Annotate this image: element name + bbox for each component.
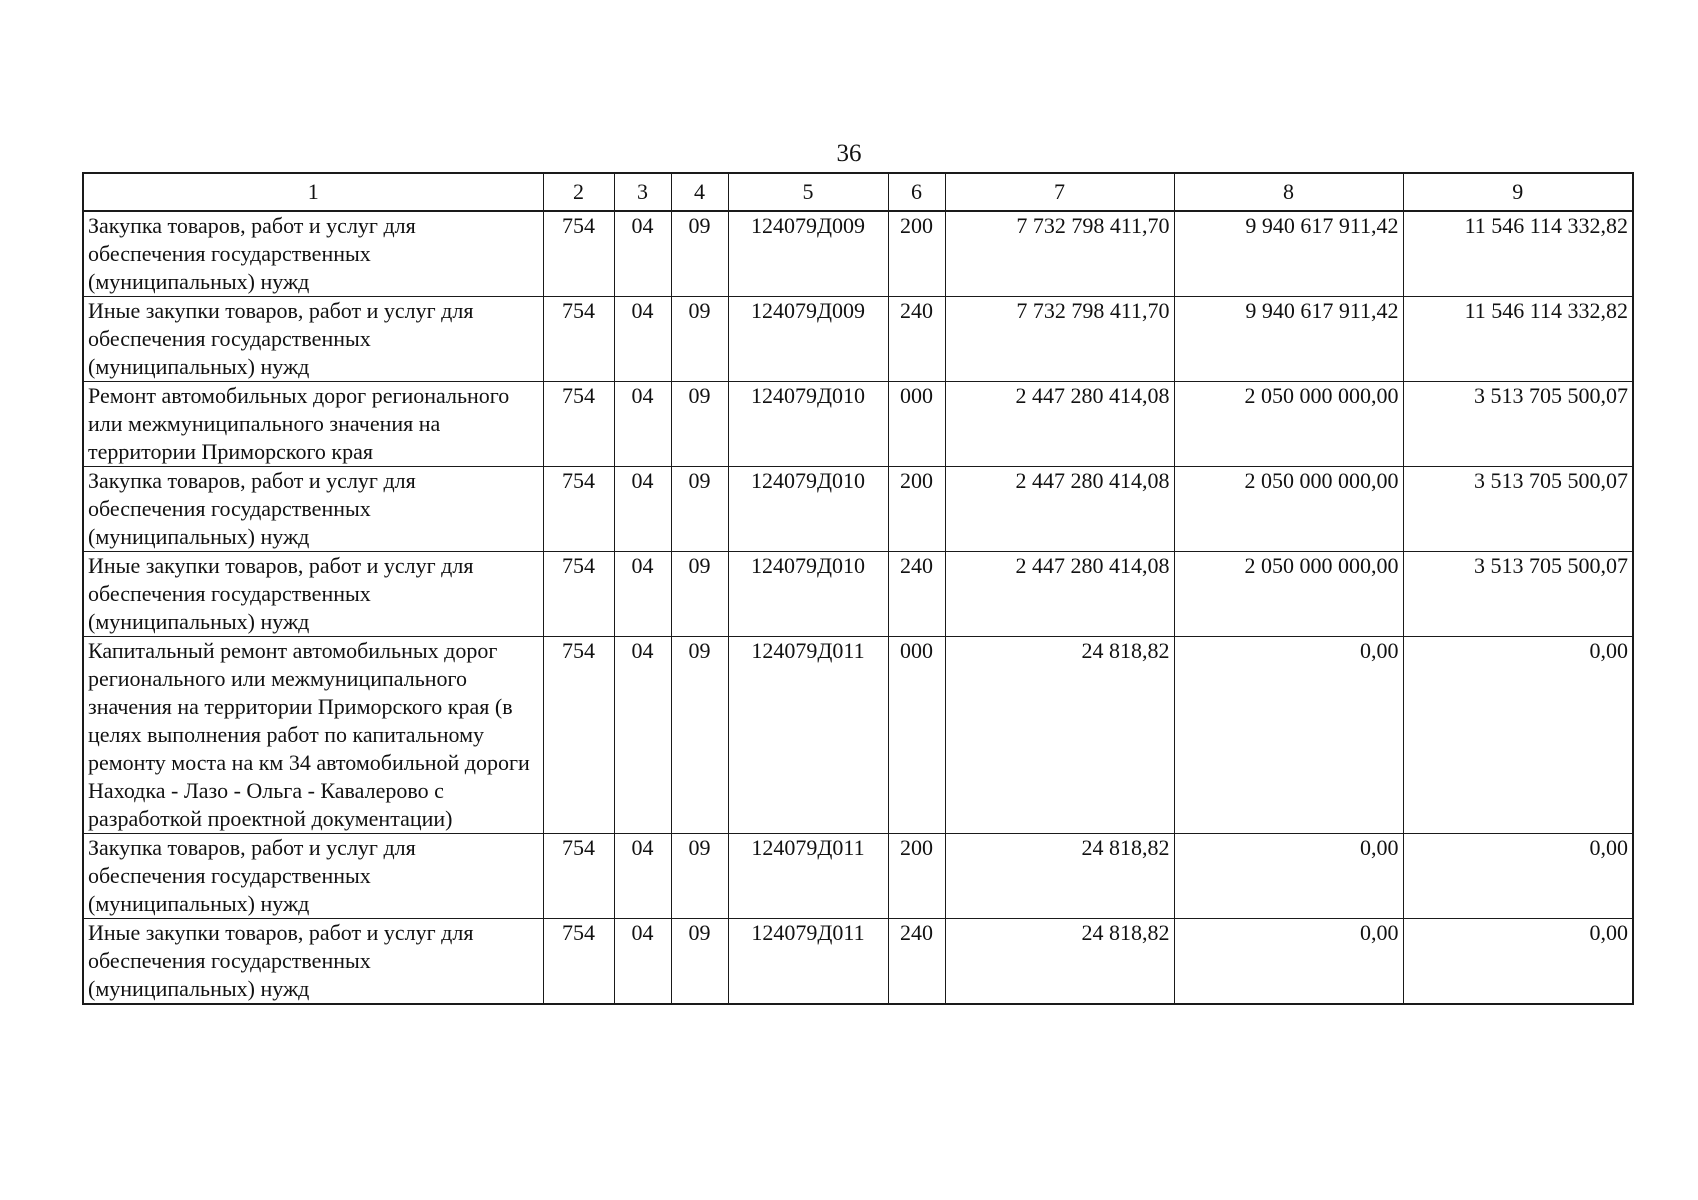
row-expense-type-code: 240 (888, 552, 945, 637)
row-amount-col8: 9 940 617 911,42 (1174, 297, 1403, 382)
row-amount-col7: 24 818,82 (945, 834, 1174, 919)
row-name: Иные закупки товаров, работ и услуг для обеспечения государственных (муниципальных) нужд (83, 552, 543, 637)
row-amount-col8: 2 050 000 000,00 (1174, 467, 1403, 552)
row-target-code: 124079Д009 (728, 297, 888, 382)
row-section-code: 04 (614, 467, 671, 552)
row-amount-col9: 3 513 705 500,07 (1403, 467, 1633, 552)
row-amount-col8: 0,00 (1174, 637, 1403, 834)
row-amount-col7: 24 818,82 (945, 637, 1174, 834)
row-amount-col9: 3 513 705 500,07 (1403, 382, 1633, 467)
row-ministry-code: 754 (543, 297, 614, 382)
row-amount-col8: 9 940 617 911,42 (1174, 211, 1403, 297)
row-ministry-code: 754 (543, 211, 614, 297)
row-amount-col9: 11 546 114 332,82 (1403, 297, 1633, 382)
row-expense-type-code: 000 (888, 637, 945, 834)
row-section-code: 04 (614, 552, 671, 637)
row-target-code: 124079Д009 (728, 211, 888, 297)
column-header-8: 8 (1174, 173, 1403, 211)
row-name: Закупка товаров, работ и услуг для обеспечения государственных (муниципальных) нужд (83, 834, 543, 919)
row-target-code: 124079Д011 (728, 637, 888, 834)
row-amount-col9: 11 546 114 332,82 (1403, 211, 1633, 297)
row-target-code: 124079Д010 (728, 467, 888, 552)
table-row (83, 467, 1633, 552)
row-name: Иные закупки товаров, работ и услуг для обеспечения государственных (муниципальных) нужд (83, 919, 543, 1005)
row-amount-col9: 0,00 (1403, 919, 1633, 1005)
row-expense-type-code: 200 (888, 211, 945, 297)
row-name: Иные закупки товаров, работ и услуг для обеспечения государственных (муниципальных) нужд (83, 297, 543, 382)
row-subsection-code: 09 (671, 297, 728, 382)
row-section-code: 04 (614, 834, 671, 919)
row-section-code: 04 (614, 297, 671, 382)
row-amount-col7: 2 447 280 414,08 (945, 467, 1174, 552)
row-ministry-code: 754 (543, 919, 614, 1005)
table-row (83, 297, 1633, 382)
row-name: Закупка товаров, работ и услуг для обеспечения государственных (муниципальных) нужд (83, 467, 543, 552)
table-row (83, 211, 1633, 297)
row-expense-type-code: 240 (888, 919, 945, 1005)
row-expense-type-code: 200 (888, 834, 945, 919)
column-header-1: 1 (83, 173, 543, 211)
row-ministry-code: 754 (543, 834, 614, 919)
row-name: Закупка товаров, работ и услуг для обеспечения государственных (муниципальных) нужд (83, 211, 543, 297)
row-amount-col9: 3 513 705 500,07 (1403, 552, 1633, 637)
budget-table (82, 172, 1634, 1005)
row-amount-col8: 0,00 (1174, 919, 1403, 1005)
table-row (83, 552, 1633, 637)
table-row (83, 834, 1633, 919)
column-header-9: 9 (1403, 173, 1633, 211)
row-amount-col7: 2 447 280 414,08 (945, 552, 1174, 637)
row-ministry-code: 754 (543, 637, 614, 834)
row-subsection-code: 09 (671, 467, 728, 552)
row-amount-col9: 0,00 (1403, 834, 1633, 919)
row-name: Капитальный ремонт автомобильных дорог регионального или межмуниципального значения на территории Приморского края (в целях выполнения работ по капитальному ремонту моста на км 34 автомобильной дороги Находка - Лазо - Ольга - Кавалерово с разработкой проектной документации) (83, 637, 543, 834)
row-amount-col7: 7 732 798 411,70 (945, 297, 1174, 382)
row-expense-type-code: 200 (888, 467, 945, 552)
row-subsection-code: 09 (671, 552, 728, 637)
column-header-2: 2 (543, 173, 614, 211)
table-row (83, 382, 1633, 467)
row-expense-type-code: 000 (888, 382, 945, 467)
row-name: Ремонт автомобильных дорог регионального или межмуниципального значения на территории Приморского края (83, 382, 543, 467)
column-header-3: 3 (614, 173, 671, 211)
column-header-5: 5 (728, 173, 888, 211)
row-target-code: 124079Д011 (728, 919, 888, 1005)
row-section-code: 04 (614, 211, 671, 297)
column-header-7: 7 (945, 173, 1174, 211)
row-subsection-code: 09 (671, 211, 728, 297)
row-subsection-code: 09 (671, 382, 728, 467)
column-header-4: 4 (671, 173, 728, 211)
row-amount-col8: 0,00 (1174, 834, 1403, 919)
row-target-code: 124079Д011 (728, 834, 888, 919)
row-section-code: 04 (614, 919, 671, 1005)
table-row (83, 637, 1633, 834)
row-section-code: 04 (614, 382, 671, 467)
row-expense-type-code: 240 (888, 297, 945, 382)
row-subsection-code: 09 (671, 637, 728, 834)
row-subsection-code: 09 (671, 919, 728, 1005)
row-ministry-code: 754 (543, 467, 614, 552)
row-ministry-code: 754 (543, 552, 614, 637)
row-amount-col8: 2 050 000 000,00 (1174, 552, 1403, 637)
header-row (83, 173, 1633, 211)
column-header-6: 6 (888, 173, 945, 211)
row-amount-col7: 7 732 798 411,70 (945, 211, 1174, 297)
row-amount-col7: 2 447 280 414,08 (945, 382, 1174, 467)
row-amount-col9: 0,00 (1403, 637, 1633, 834)
row-subsection-code: 09 (671, 834, 728, 919)
row-ministry-code: 754 (543, 382, 614, 467)
row-target-code: 124079Д010 (728, 552, 888, 637)
row-amount-col7: 24 818,82 (945, 919, 1174, 1005)
row-section-code: 04 (614, 637, 671, 834)
table-row (83, 919, 1633, 1005)
row-amount-col8: 2 050 000 000,00 (1174, 382, 1403, 467)
page-number: 36 (836, 140, 862, 167)
row-target-code: 124079Д010 (728, 382, 888, 467)
